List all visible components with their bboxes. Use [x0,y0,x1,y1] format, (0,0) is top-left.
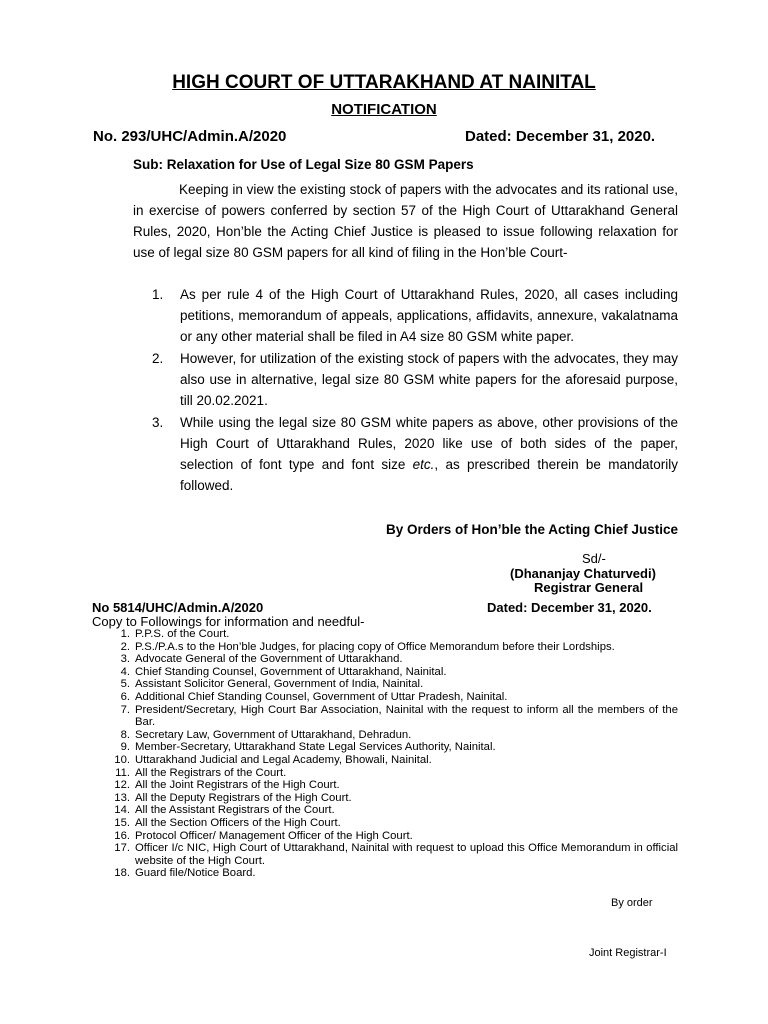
copy-item-number: 2. [120,640,130,653]
copy-item-text: Member-Secretary, Uttarakhand State Legal Services Authority, Nainital. [135,741,496,754]
body-paragraph: Keeping in view the existing stock of papers with the advocates and its rational use, in exercise of powers conferred by section 57 of the High Court of Uttarakhand General Rules, 2020, Hon’ble the Acting Chief Justice is pleased to issue following relaxation for use of legal size 80 GSM papers for all kind of filing in the Hon’ble Court- [133,182,678,260]
list-item-text-part: , as prescribed therein be mandatorily followed. [180,457,678,493]
copy-item-number: 9. [120,741,130,754]
by-orders-line: By Orders of Hon’ble the Acting Chief Justice [385,522,678,537]
copy-item [92,704,678,729]
list-item-text: However, for utilization of the existing stock of papers with the advocates, they may also use in alternative, legal size 80 GSM white papers for the aforesaid purpose, till 20.02.2021. [180,351,678,408]
notification-date: Dated: December 31, 2020. [465,128,656,145]
joint-registrar-designation: Joint Registrar-I [589,947,667,959]
signatory-designation: Registrar General [534,580,644,595]
copy-item-text: All the Joint Registrars of the High Court. [135,779,340,792]
copy-item [92,817,678,830]
document-title: HIGH COURT OF UTTARAKHAND AT NAINITAL [172,72,596,93]
copy-item-text: Secretary Law, Government of Uttarakhand, Dehradun. [135,728,412,741]
copy-item-number: 11. [115,766,130,779]
copy-item-text: All the Deputy Registrars of the High Court. [135,791,352,804]
copy-item-text: Chief Standing Counsel, Government of Uttarakhand, Nainital. [135,665,447,678]
endorsement-date: Dated: December 31, 2020. [487,600,652,615]
list-item-text [180,412,678,496]
copy-item [92,767,678,780]
copy-item-text: Guard file/Notice Board. [135,867,256,880]
list-item [133,348,678,411]
copy-item-number: 12. [114,779,130,792]
copy-item [92,842,678,867]
copy-item-number: 17. [114,842,130,855]
copy-item-text: President/Secretary, High Court Bar Association, Nainital with the request to inform all the members of the Bar. [135,703,678,729]
copy-item [92,830,678,843]
copy-item-number: 8. [120,728,130,741]
subject-line: Sub: Relaxation for Use of Legal Size 80 GSM Papers [133,157,474,172]
copy-item-number: 14. [114,804,130,817]
by-order-line: By order [611,897,653,909]
copy-item-number: 3. [120,653,130,666]
relaxation-list [133,284,678,497]
copy-item-number: 6. [120,690,130,703]
copy-item [92,754,678,767]
notification-heading: NOTIFICATION [331,101,437,118]
copy-item-text: All the Registrars of the Court. [135,766,287,779]
copy-item-text: Advocate General of the Government of Uttarakhand. [135,653,403,666]
list-item-number: 3. [152,415,164,430]
copy-item [92,779,678,792]
copy-item-number: 18. [114,867,130,880]
copy-item-number: 5. [120,678,130,691]
copy-item-number: 1. [120,628,130,640]
copy-item [92,729,678,742]
list-item [133,412,678,496]
copy-item-text: All the Section Officers of the High Court. [135,816,341,829]
list-item [133,284,678,347]
copy-item-text: P.P.S. of the Court. [135,628,230,640]
copy-item [92,628,678,641]
copy-intro: Copy to Followings for information and needful- [92,614,365,629]
copy-item [92,741,678,754]
italic-etc: etc. [412,457,435,472]
copy-item [92,867,678,880]
list-item-text-part: While using the legal size 80 GSM white papers as above, other provisions of the High Court of Uttarakhand Rules, 2020 like use of both sides of the paper, selection of font type and font size [180,415,678,472]
copy-item-text: P.S./P.A.s to the Hon’ble Judges, for placing copy of Office Memorandum before their Lordships. [135,640,615,653]
copy-item [92,666,678,679]
signatory-name: (Dhananjay Chaturvedi) [510,566,656,581]
list-item-number: 1. [152,287,164,302]
copy-item-number: 4. [120,665,130,678]
endorsement-number: No 5814/UHC/Admin.A/2020 [92,600,264,615]
list-item-text: As per rule 4 of the High Court of Uttarakhand Rules, 2020, all cases including petitions, memorandum of appeals, applications, affidavits, annexure, vakalatnama or any other material shall be filed in A4 size 80 GSM white paper. [180,287,678,344]
copy-item [92,804,678,817]
signature-mark: Sd/- [582,551,606,566]
copy-item [92,691,678,704]
copy-item-text: Uttarakhand Judicial and Legal Academy, Bhowali, Nainital. [135,753,432,766]
copy-to-list [92,628,678,880]
notification-number: No. 293/UHC/Admin.A/2020 [93,128,287,145]
copy-item [92,792,678,805]
copy-item-number: 10. [114,753,130,766]
copy-item [92,641,678,654]
list-item-number: 2. [152,351,164,366]
copy-item-text: Protocol Officer/ Management Officer of the High Court. [135,829,413,842]
copy-item-number: 16. [114,829,130,842]
copy-item-text: Assistant Solicitor General, Government of India, Nainital. [135,678,424,691]
copy-item-text: Additional Chief Standing Counsel, Government of Uttar Pradesh, Nainital. [135,690,508,703]
copy-item-number: 15. [114,816,130,829]
copy-item-number: 13. [114,791,130,804]
copy-item-text: Officer I/c NIC, High Court of Uttarakhand, Nainital with request to upload this Office Memorandum in official website of the High Court. [135,842,678,867]
copy-item [92,653,678,666]
copy-item-text: All the Assistant Registrars of the Court. [135,804,335,817]
copy-item-number: 7. [120,703,130,716]
copy-item [92,678,678,691]
